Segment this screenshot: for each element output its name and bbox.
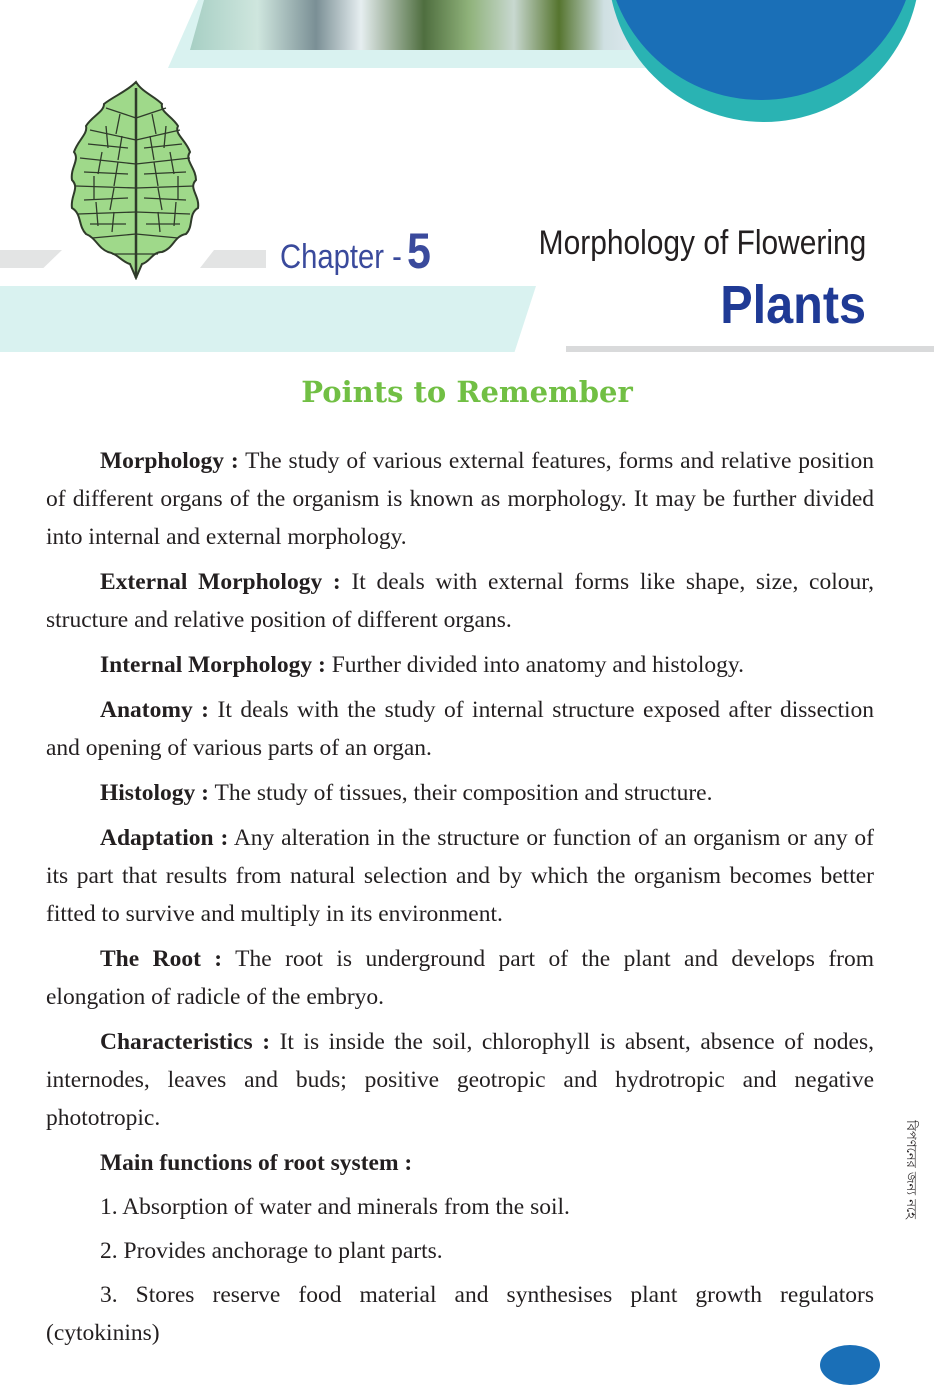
- section-heading: Points to Remember: [301, 375, 633, 409]
- functions-heading: [46, 1144, 874, 1182]
- list-item: 2. Provides anchorage to plant parts.: [100, 1238, 443, 1264]
- term: Main functions of root system :: [100, 1150, 413, 1176]
- paragraph-internal-morphology: [46, 646, 874, 684]
- definition: Further divided into anatomy and histology.: [325, 652, 745, 678]
- definition: Any alteration in the structure or function of an organism or any of its part that results from natural selection and by which the organism becomes better fitted to survive and multiply in its environment.: [46, 825, 875, 927]
- chapter-number: 5: [407, 223, 431, 279]
- chapter-label: [280, 222, 431, 280]
- term: Anatomy :: [100, 697, 210, 723]
- paragraph-anatomy: [46, 691, 874, 767]
- definition: The root is underground part of the plant and develops from elongation of radicle of the embryo.: [46, 946, 874, 1010]
- decorative-bar-middle: [200, 250, 266, 268]
- definition: The study of tissues, their composition and structure.: [209, 780, 713, 806]
- definition: It is inside the soil, chlorophyll is absent, absence of nodes, internodes, leaves and buds; positive geotropic and hydrotropic and negative phototropic.: [46, 1029, 874, 1131]
- list-item: 3. Stores reserve food material and synthesises plant growth regulators (cytokinins): [46, 1282, 874, 1346]
- paragraph-characteristics: [46, 1023, 874, 1137]
- paragraph-external-morphology: [46, 563, 874, 639]
- definition: It deals with the study of internal structure exposed after dissection and opening of various parts of an organ.: [46, 697, 874, 761]
- list-item: 1. Absorption of water and minerals from the soil.: [100, 1194, 570, 1220]
- leaf-illustration: [62, 78, 204, 280]
- term: Adaptation :: [100, 825, 229, 851]
- decorative-bar-left: [0, 250, 62, 268]
- title-underline: [566, 346, 934, 352]
- term: The Root :: [100, 946, 223, 972]
- paragraph-the-root: [46, 940, 874, 1016]
- chapter-prefix: Chapter -: [280, 238, 402, 276]
- term: External Morphology :: [100, 569, 341, 595]
- chapter-title-line1: Morphology of Flowering: [538, 224, 866, 262]
- paragraph-histology: [46, 774, 874, 812]
- corner-decoration: [820, 1345, 880, 1385]
- term: Characteristics :: [100, 1029, 271, 1055]
- term: Internal Morphology :: [100, 652, 326, 678]
- page-content: [46, 442, 874, 1358]
- definition: It deals with external forms like shape, size, colour, structure and relative position of different organs.: [46, 569, 874, 633]
- chapter-title-line2: Plants: [720, 275, 866, 335]
- decorative-band: [0, 286, 536, 352]
- header-circle-blue: [606, 0, 916, 100]
- term: Morphology :: [100, 448, 239, 474]
- term: Histology :: [100, 780, 210, 806]
- paragraph-adaptation: [46, 819, 874, 933]
- science-photo-strip: [190, 0, 640, 50]
- paragraph-morphology: [46, 442, 874, 556]
- side-note: বিপণনের জন্য নহে: [903, 1120, 918, 1220]
- definition: The study of various external features, forms and relative position of different organs of the organism is known as morphology. It may be further divided into internal and external morphology.: [46, 448, 874, 550]
